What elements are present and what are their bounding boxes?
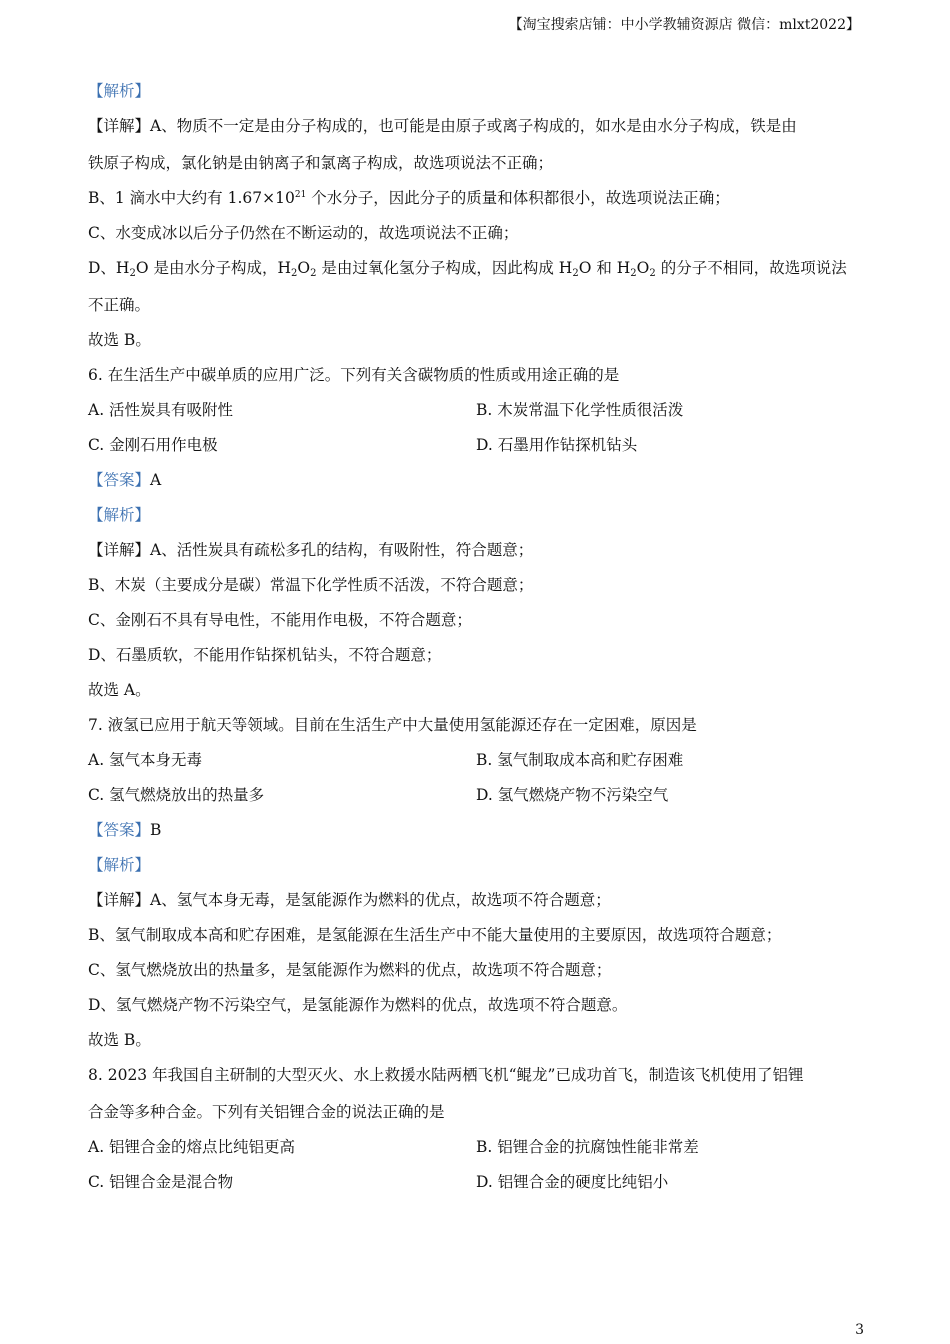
q6-detail-c: C、金刚石不具有导电性，不能用作电极，不符合题意； xyxy=(88,611,472,629)
q5-choice: 故选 B。 xyxy=(88,331,151,349)
page-header: 【淘宝搜索店铺：中小学教辅资源店 微信：mlxt2022】 xyxy=(508,17,860,33)
q5-detail-b: B、1 滴水中大约有 $1.67\times 10^{21}$ 个水分子，因此分子的质量和体积都很小，故选项说法正确； xyxy=(88,189,730,207)
q5-detail-a-line1: 【详解】A、物质不一定是由分子构成的，也可能是由原子或离子构成的，如水是由水分子构成，铁是由 xyxy=(88,117,797,135)
q5-analysis-tag: 【解析】 xyxy=(88,82,151,100)
q8-question-line1: 8. 2023 年我国自主研制的大型灭火、水上救援水陆两栖飞机“鲲龙”已成功首飞，制造该飞机使用了铝锂 xyxy=(88,1066,804,1084)
q6-option-a: A. 活性炭具有吸附性 xyxy=(88,401,234,419)
q6-detail-d: D、石墨质软，不能用作钻探机钻头，不符合题意； xyxy=(88,646,442,664)
q7-question: 7. 液氢已应用于航天等领域。目前在生活生产中大量使用氢能源还存在一定困难，原因是 xyxy=(88,716,697,734)
q7-choice: 故选 B。 xyxy=(88,1031,151,1049)
q6-detail-b: B、木炭（主要成分是碳）常温下化学性质不活泼，不符合题意； xyxy=(88,576,534,594)
q7-detail-b: B、氢气制取成本高和贮存困难，是氢能源在生活生产中不能大量使用的主要原因，故选项符合题意； xyxy=(88,926,782,944)
q8-question-line2: 合金等多种合金。下列有关铝锂合金的说法正确的是 xyxy=(88,1103,445,1121)
q5-detail-c: C、水变成冰以后分子仍然在不断运动的，故选项说法不正确； xyxy=(88,224,519,242)
q8-option-b: B. 铝锂合金的抗腐蚀性能非常差 xyxy=(476,1138,699,1156)
q6-analysis-tag: 【解析】 xyxy=(88,506,151,524)
q7-option-c: C. 氢气燃烧放出的热量多 xyxy=(88,786,265,804)
q5-detail-label: 【详解】 xyxy=(88,117,151,135)
q7-option-a: A. 氢气本身无毒 xyxy=(88,751,203,769)
q6-answer: 【答案】A xyxy=(88,471,162,489)
q8-option-d: D. 铝锂合金的硬度比纯铝小 xyxy=(476,1173,669,1191)
q8-option-a: A. 铝锂合金的熔点比纯铝更高 xyxy=(88,1138,296,1156)
q7-answer: 【答案】B xyxy=(88,821,162,839)
q8-option-c: C. 铝锂合金是混合物 xyxy=(88,1173,234,1191)
q5-detail-a-line2: 铁原子构成，氯化钠是由钠离子和氯离子构成，故选项说法不正确； xyxy=(88,154,554,172)
q7-detail-d: D、氢气燃烧产物不污染空气，是氢能源作为燃料的优点，故选项不符合题意。 xyxy=(88,996,628,1014)
q6-question: 6. 在生活生产中碳单质的应用广泛。下列有关含碳物质的性质或用途正确的是 xyxy=(88,366,620,384)
q7-option-b: B. 氢气制取成本高和贮存困难 xyxy=(476,751,684,769)
q7-detail-a: 【详解】A、氢气本身无毒，是氢能源作为燃料的优点，故选项不符合题意； xyxy=(88,891,611,909)
q6-option-b: B. 木炭常温下化学性质很活泼 xyxy=(476,401,684,419)
q7-detail-c: C、氢气燃烧放出的热量多，是氢能源作为燃料的优点，故选项不符合题意； xyxy=(88,961,612,979)
q7-analysis-tag: 【解析】 xyxy=(88,856,151,874)
q5-detail-d-line2: 不正确。 xyxy=(88,296,151,314)
q6-option-c: C. 金刚石用作电极 xyxy=(88,436,218,454)
q7-answer-tag: 【答案】 xyxy=(88,821,151,839)
page-number: 3 xyxy=(855,1322,864,1338)
q7-option-d: D. 氢气燃烧产物不污染空气 xyxy=(476,786,669,804)
q6-answer-tag: 【答案】 xyxy=(88,471,151,489)
q6-choice: 故选 A。 xyxy=(88,681,151,699)
q6-option-d: D. 石墨用作钻探机钻头 xyxy=(476,436,638,454)
q5-detail-d-line1: D、$H_2O$ 是由水分子构成，$H_2O_2$ 是由过氧化氢分子构成，因此构成 $H_2O$ 和 $H_2O_2$ 的分子不相同，故选项说法 xyxy=(88,259,847,279)
q6-detail-a: 【详解】A、活性炭具有疏松多孔的结构，有吸附性，符合题意； xyxy=(88,541,534,559)
